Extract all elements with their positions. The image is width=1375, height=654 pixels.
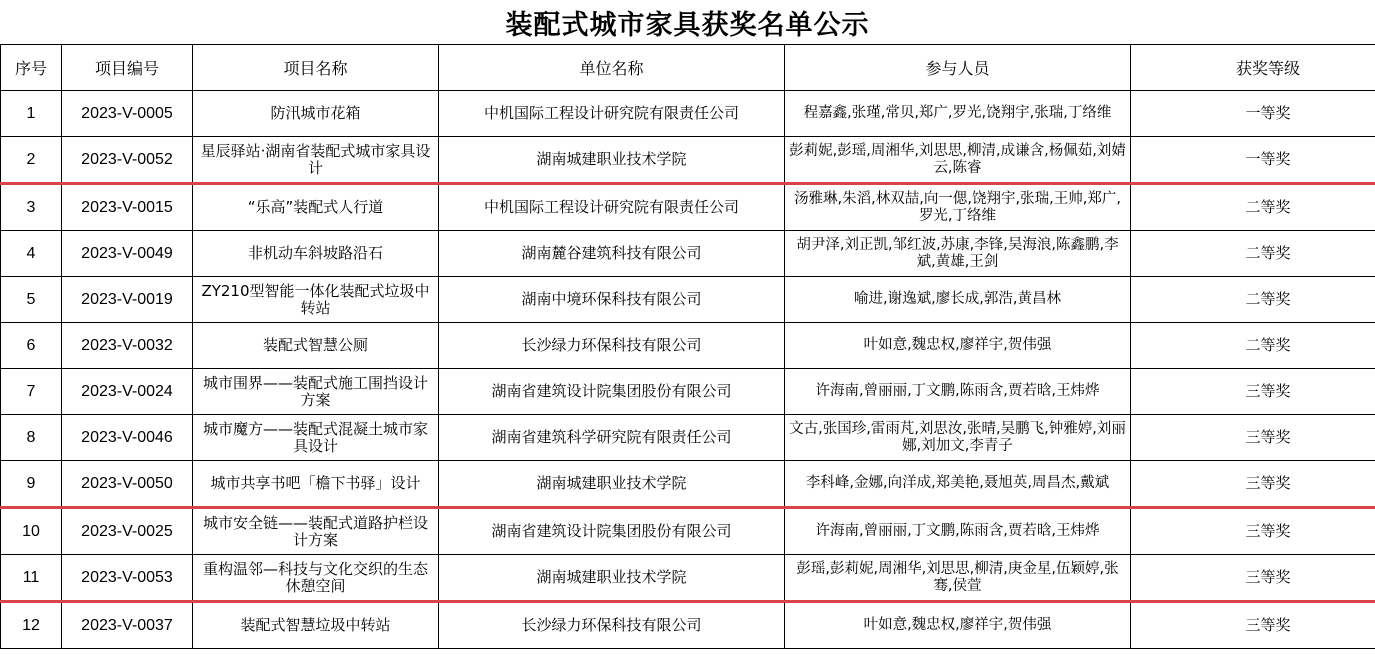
cell-award: 三等奖 <box>1131 415 1375 461</box>
cell-no: 3 <box>1 184 62 231</box>
cell-no: 1 <box>1 91 62 137</box>
cell-no: 11 <box>1 555 62 602</box>
cell-name: 重构温邻—科技与文化交织的生态休憩空间 <box>193 555 439 602</box>
header-no: 序号 <box>1 45 62 91</box>
cell-award: 一等奖 <box>1131 91 1375 137</box>
page-title: 装配式城市家具获奖名单公示 <box>505 10 870 41</box>
cell-people: 程嘉鑫,张瑾,常贝,郑广,罗光,饶翔宇,张瑞,丁络维 <box>785 91 1131 137</box>
cell-award: 三等奖 <box>1131 602 1375 649</box>
table-row <box>1 184 1375 231</box>
cell-name: 非机动车斜坡路沿石 <box>193 231 439 277</box>
cell-org: 长沙绿力环保科技有限公司 <box>439 323 785 369</box>
cell-people: 许海南,曾丽丽,丁文鹏,陈雨含,贾若晗,王炜烨 <box>785 508 1131 555</box>
cell-name: 城市围界——装配式施工围挡设计方案 <box>193 369 439 415</box>
award-table <box>0 44 1375 649</box>
cell-people: 汤雅琳,朱滔,林双喆,向一偲,饶翔宇,张瑞,王帅,郑广,罗光,丁络维 <box>785 184 1131 231</box>
header-name: 项目名称 <box>193 45 439 91</box>
cell-name: 城市共享书吧「檐下书驿」设计 <box>193 461 439 508</box>
table-row <box>1 277 1375 323</box>
table-row <box>1 602 1375 649</box>
cell-no: 12 <box>1 602 62 649</box>
cell-name: 城市魔方——装配式混凝土城市家具设计 <box>193 415 439 461</box>
cell-code: 2023-V-0049 <box>62 231 193 277</box>
cell-name: ZY210型智能一体化装配式垃圾中转站 <box>193 277 439 323</box>
cell-org: 长沙绿力环保科技有限公司 <box>439 602 785 649</box>
cell-name: 星辰驿站·湖南省装配式城市家具设计 <box>193 137 439 184</box>
cell-org: 中机国际工程设计研究院有限责任公司 <box>439 184 785 231</box>
cell-code: 2023-V-0053 <box>62 555 193 602</box>
table-row <box>1 415 1375 461</box>
cell-org: 湖南城建职业技术学院 <box>439 555 785 602</box>
cell-award: 一等奖 <box>1131 137 1375 184</box>
cell-code: 2023-V-0024 <box>62 369 193 415</box>
header-award: 获奖等级 <box>1131 45 1375 91</box>
table-row <box>1 461 1375 508</box>
cell-code: 2023-V-0005 <box>62 91 193 137</box>
cell-code: 2023-V-0019 <box>62 277 193 323</box>
cell-no: 2 <box>1 137 62 184</box>
cell-no: 5 <box>1 277 62 323</box>
table-row <box>1 555 1375 602</box>
cell-org: 湖南省建筑设计院集团股份有限公司 <box>439 508 785 555</box>
cell-people: 叶如意,魏忠权,廖祥宇,贺伟强 <box>785 602 1131 649</box>
cell-name: 防汛城市花箱 <box>193 91 439 137</box>
cell-code: 2023-V-0037 <box>62 602 193 649</box>
cell-no: 6 <box>1 323 62 369</box>
cell-code: 2023-V-0052 <box>62 137 193 184</box>
cell-no: 9 <box>1 461 62 508</box>
table-row <box>1 369 1375 415</box>
cell-award: 二等奖 <box>1131 277 1375 323</box>
cell-name: 装配式智慧垃圾中转站 <box>193 602 439 649</box>
cell-org: 湖南麓谷建筑科技有限公司 <box>439 231 785 277</box>
cell-award: 二等奖 <box>1131 231 1375 277</box>
cell-no: 8 <box>1 415 62 461</box>
cell-code: 2023-V-0050 <box>62 461 193 508</box>
table-row <box>1 508 1375 555</box>
header-code: 项目编号 <box>62 45 193 91</box>
cell-org: 湖南省建筑科学研究院有限责任公司 <box>439 415 785 461</box>
cell-award: 二等奖 <box>1131 323 1375 369</box>
cell-award: 二等奖 <box>1131 184 1375 231</box>
cell-code: 2023-V-0025 <box>62 508 193 555</box>
cell-no: 10 <box>1 508 62 555</box>
cell-no: 4 <box>1 231 62 277</box>
cell-name: 城市安全链——装配式道路护栏设计方案 <box>193 508 439 555</box>
cell-code: 2023-V-0015 <box>62 184 193 231</box>
cell-code: 2023-V-0046 <box>62 415 193 461</box>
cell-people: 叶如意,魏忠权,廖祥宇,贺伟强 <box>785 323 1131 369</box>
cell-org: 中机国际工程设计研究院有限责任公司 <box>439 91 785 137</box>
cell-award: 三等奖 <box>1131 508 1375 555</box>
table-row <box>1 91 1375 137</box>
cell-people: 彭莉妮,彭瑶,周湘华,刘思思,柳清,成谦含,杨佩茹,刘婧云,陈睿 <box>785 137 1131 184</box>
cell-org: 湖南中境环保科技有限公司 <box>439 277 785 323</box>
cell-org: 湖南城建职业技术学院 <box>439 137 785 184</box>
table-row <box>1 323 1375 369</box>
cell-award: 三等奖 <box>1131 369 1375 415</box>
cell-org: 湖南城建职业技术学院 <box>439 461 785 508</box>
cell-name: 装配式智慧公厕 <box>193 323 439 369</box>
cell-people: 喻进,谢逸斌,廖长成,郭浩,黄昌林 <box>785 277 1131 323</box>
cell-code: 2023-V-0032 <box>62 323 193 369</box>
cell-people: 许海南,曾丽丽,丁文鹏,陈雨含,贾若晗,王炜烨 <box>785 369 1131 415</box>
cell-no: 7 <box>1 369 62 415</box>
cell-people: 文古,张国珍,雷雨芃,刘思汝,张晴,吴鹏飞,钟雅婷,刘丽娜,刘加文,李青子 <box>785 415 1131 461</box>
header-org: 单位名称 <box>439 45 785 91</box>
cell-name: “乐高”装配式人行道 <box>193 184 439 231</box>
table-row <box>1 231 1375 277</box>
header-people: 参与人员 <box>785 45 1131 91</box>
cell-people: 胡尹泽,刘正凯,邹红波,苏康,李锋,吴海浪,陈鑫鹏,李斌,黄雄,王剑 <box>785 231 1131 277</box>
cell-people: 李科峰,金娜,向洋成,郑美艳,聂旭英,周昌杰,戴斌 <box>785 461 1131 508</box>
cell-people: 彭瑶,彭莉妮,周湘华,刘思思,柳清,庚金星,伍颖婷,张骞,侯萱 <box>785 555 1131 602</box>
table-row <box>1 137 1375 184</box>
header-row <box>1 45 1375 91</box>
cell-award: 三等奖 <box>1131 461 1375 508</box>
cell-org: 湖南省建筑设计院集团股份有限公司 <box>439 369 785 415</box>
cell-award: 三等奖 <box>1131 555 1375 602</box>
